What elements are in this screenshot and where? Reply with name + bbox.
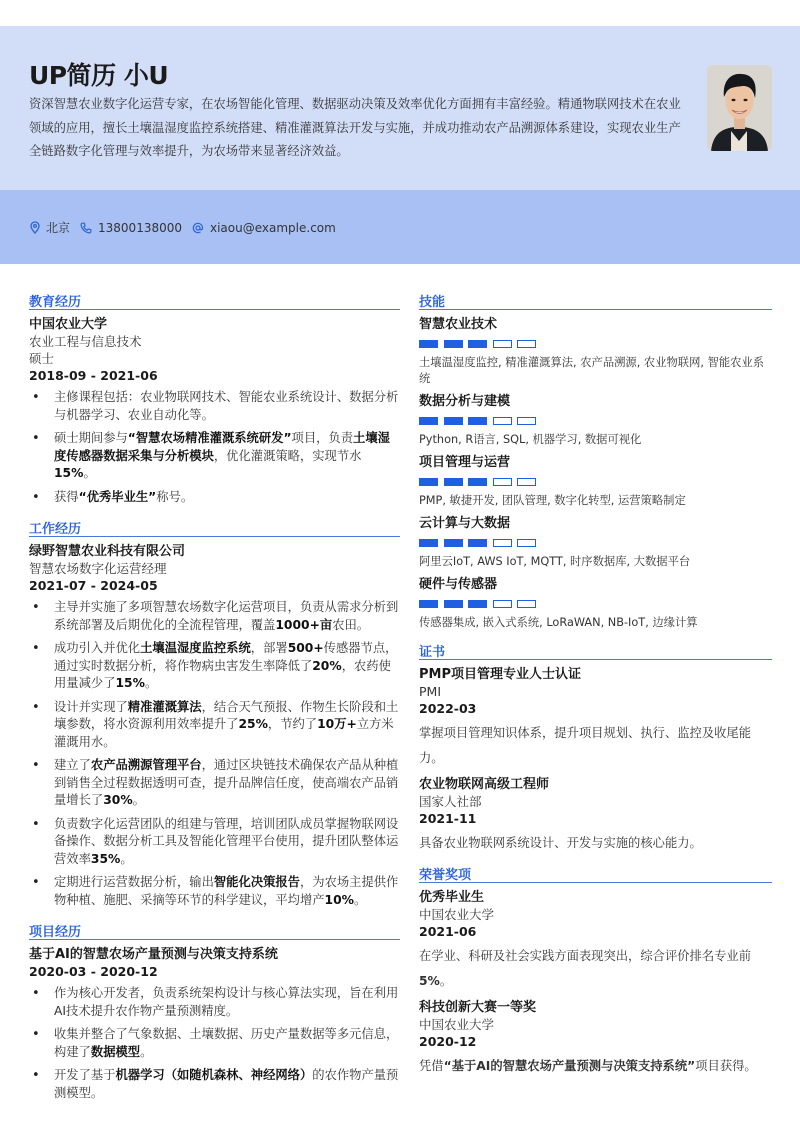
skill-tags: Python, R语言, SQL, 机器学习, 数据可视化 — [419, 433, 642, 446]
bullet-item — [29, 1067, 400, 1102]
skill-block-filled — [444, 600, 463, 608]
certificate-name: PMP项目管理专业人士认证 — [419, 667, 581, 682]
skill-block-filled — [419, 478, 438, 486]
skill-item — [419, 576, 772, 631]
body-text: 立方米灌溉用水。 — [54, 717, 394, 749]
certificate-name: 农业物联网高级工程师 — [419, 777, 550, 792]
skill-block-filled — [468, 539, 487, 547]
highlight-text: 15% — [54, 466, 84, 480]
project-date: 2020-03 - 2020-12 — [29, 964, 158, 979]
skill-name: 项目管理与运营 — [419, 455, 511, 470]
certificate-date: 2022-03 — [419, 701, 477, 716]
company-name: 绿野智慧农业科技有限公司 — [29, 544, 186, 559]
page-top-margin — [0, 0, 800, 26]
body-text: 农田。 — [332, 617, 370, 632]
bullet-item — [29, 816, 400, 869]
body-text: 定期进行运营数据分析，输出 — [54, 875, 214, 889]
skill-block-empty — [517, 417, 536, 425]
work-bullets — [29, 599, 400, 909]
body-text: ，节约了 — [267, 717, 318, 731]
highlight-text: 1000+亩 — [275, 617, 333, 632]
at-sign-icon — [192, 222, 204, 234]
body-text: 主修课程包括：农业物联网技术、智能农业系统设计、数据分析与机器学习、农业自动化等。 — [54, 390, 399, 422]
highlight-text: “智慧农场精准灌溉系统研发” — [127, 431, 292, 445]
email-text: xiaou@example.com — [210, 220, 336, 235]
bullet-item — [29, 599, 400, 634]
bullet-item — [29, 640, 400, 693]
project-bullets — [29, 985, 400, 1102]
award-entry — [419, 999, 772, 1079]
map-pin-icon — [30, 221, 40, 234]
contact-location — [30, 219, 70, 236]
body-text: ，农药使用量减少了 — [54, 658, 391, 690]
highlight-text: 20% — [312, 658, 342, 673]
certificates-section — [419, 641, 772, 856]
body-text: ，部署 — [250, 641, 288, 655]
candidate-name: UP简历 小U — [29, 61, 169, 90]
skill-block-empty — [517, 539, 536, 547]
highlight-text: 15% — [115, 676, 145, 690]
education-entry — [29, 316, 400, 506]
certificate-date: 2021-11 — [419, 811, 477, 826]
highlight-text: 10万+ — [317, 717, 357, 731]
skill-block-filled — [419, 417, 438, 425]
highlight-text: “优秀毕业生” — [78, 489, 157, 504]
body-text: ，优化灌溉策略，实现节水 — [213, 448, 362, 463]
contact-phone[interactable] — [80, 221, 182, 235]
body-text: 硕士期间参与 — [54, 431, 128, 445]
body-text: 凭借 — [419, 1059, 444, 1073]
certificate-issuer: 国家人社部 — [419, 794, 482, 809]
body-text: ，通过区块链技术确保农产品从种植到销售全过程数据透明可查，提升品牌信任度，使高端农产品销量增长了 — [54, 758, 399, 807]
bullet-item — [29, 874, 400, 909]
skill-block-filled — [444, 478, 463, 486]
resume-header — [0, 26, 800, 190]
skill-block-filled — [468, 340, 487, 348]
skill-item — [419, 393, 772, 448]
highlight-text: 农产品溯源管理平台 — [90, 758, 202, 772]
body-text: 。 — [144, 676, 158, 690]
body-text: 传感器节点，通过实时数据分析，将作物病虫害发生率降低了 — [54, 641, 398, 673]
skill-block-empty — [493, 340, 512, 348]
education-bullets — [29, 389, 400, 506]
major: 农业工程与信息技术 — [29, 334, 142, 349]
profile-summary: 资深智慧农业数字化运营专家，在农场智能化管理、数据驱动决策及效率优化方面拥有丰富经验。精通物联网技术在农业领域的应用，擅长土壤温湿度监控系统搭建、精准灌溉算法开发与实施，并成功推动农产品溯源体系建设，实现农业生产全链路数字化管理与效率提升，为农场带来显著经济效益。 — [29, 97, 681, 158]
body-text: 主导并实施了多项智慧农场数字化运营项目，负责从需求分析到系统部署及后期优化的全流程管理，覆盖 — [54, 600, 399, 632]
award-issuer: 中国农业大学 — [419, 1017, 495, 1032]
avatar-photo — [707, 65, 772, 151]
skill-block-empty — [493, 600, 512, 608]
section-title-education: 教育经历 — [29, 291, 400, 310]
award-issuer: 中国农业大学 — [419, 907, 495, 922]
body-text: 。 — [353, 892, 367, 907]
skills-section — [419, 291, 772, 631]
certificate-entry — [419, 776, 772, 856]
projects-section — [29, 921, 400, 1102]
body-text: 收集并整合了气象数据、土壤数据、历史产量数据等多元信息，构建了 — [54, 1027, 399, 1059]
skill-item — [419, 515, 772, 570]
skill-block-filled — [468, 478, 487, 486]
bullet-item — [29, 389, 400, 424]
certificate-issuer: PMI — [419, 684, 442, 699]
award-description — [419, 1054, 772, 1079]
school-name: 中国农业大学 — [29, 317, 108, 332]
skill-block-empty — [493, 539, 512, 547]
bullet-item — [29, 699, 400, 752]
body-text: 项目获得。 — [695, 1059, 757, 1073]
highlight-text: 25% — [238, 717, 268, 731]
skill-level-bar — [419, 340, 772, 348]
body-text: 成功引入并优化 — [54, 641, 141, 655]
body-text: ，结合天气预报、作物生长阶段和土壤参数，将水资源利用效率提升了 — [54, 699, 399, 731]
highlight-text: 数据模型 — [90, 1044, 141, 1059]
body-text: 设计并实现了 — [54, 699, 128, 714]
bullet-item — [29, 1026, 400, 1061]
body-text: 。 — [439, 974, 453, 988]
skill-block-filled — [444, 539, 463, 547]
skill-block-empty — [493, 417, 512, 425]
project-entry — [29, 946, 400, 1102]
highlight-text: 机器学习（如随机森林、神经网络） — [115, 1068, 313, 1082]
highlight-text: 5% — [419, 974, 440, 988]
education-section — [29, 291, 400, 506]
job-title: 智慧农场数字化运营经理 — [29, 561, 167, 576]
skill-name: 智慧农业技术 — [419, 317, 498, 332]
skill-tags: 传感器集成, 嵌入式系统, LoRaWAN, NB-IoT, 边缘计算 — [419, 616, 698, 629]
section-title-skills: 技能 — [419, 291, 772, 310]
award-name: 优秀毕业生 — [419, 890, 485, 905]
location-text: 北京 — [46, 221, 71, 235]
section-title-work: 工作经历 — [29, 518, 400, 537]
certificate-description: 具备农业物联网系统设计、开发与实施的核心能力。 — [419, 836, 702, 850]
highlight-text: “基于AI的智慧农场产量预测与决策支持系统” — [443, 1059, 696, 1073]
highlight-text: 500+ — [287, 641, 324, 655]
skill-name: 硬件与传感器 — [419, 577, 498, 592]
highlight-text: 10% — [324, 892, 354, 907]
phone-icon — [80, 222, 92, 234]
skill-block-empty — [517, 600, 536, 608]
section-title-awards: 荣誉奖项 — [419, 864, 772, 883]
highlight-text: 智能化决策报告 — [213, 875, 300, 889]
body-text: 作为核心开发者，负责系统架构设计与核心算法实现，旨在利用AI技术提升农作物产量预测精度。 — [54, 986, 399, 1018]
bullet-item — [29, 489, 400, 507]
skill-level-bar — [419, 600, 772, 608]
skill-level-bar — [419, 417, 772, 425]
award-date: 2021-06 — [419, 924, 477, 939]
body-text: 。 — [140, 1044, 153, 1059]
certificate-entry — [419, 666, 772, 771]
work-section — [29, 518, 400, 909]
skill-item — [419, 316, 772, 387]
skill-tags: PMP, 敏捷开发, 团队管理, 数字化转型, 运营策略制定 — [419, 494, 686, 507]
body-text: 负责数字化运营团队的组建与管理，培训团队成员掌握物联网设备操作、数据分析工具及智能化管理平台使用，提升团队整体运营效率 — [54, 816, 399, 866]
skill-item — [419, 454, 772, 509]
skill-name: 云计算与大数据 — [419, 516, 511, 531]
left-column — [29, 291, 400, 1114]
skill-block-empty — [517, 340, 536, 348]
highlight-text: 35% — [90, 851, 121, 866]
body-text: 在学业、科研及社会实践方面表现突出，综合评价排名专业前 — [419, 949, 752, 963]
skill-level-bar — [419, 478, 772, 486]
skill-block-empty — [517, 478, 536, 486]
skill-tags: 土壤温湿度监控, 精准灌溉算法, 农产品溯源, 农业物联网, 智能农业系统 — [419, 356, 765, 385]
award-description — [419, 944, 772, 994]
highlight-text: 精准灌溉算法 — [127, 699, 202, 714]
body-text: 称号。 — [156, 489, 194, 504]
phone-text: 13800138000 — [98, 220, 182, 235]
body-text: 获得 — [54, 489, 79, 504]
work-date: 2021-07 - 2024-05 — [29, 578, 158, 593]
skill-block-filled — [444, 417, 463, 425]
body-text: 项目，负责 — [291, 431, 354, 445]
work-entry — [29, 543, 400, 909]
skill-block-filled — [419, 539, 438, 547]
skill-tags: 阿里云IoT, AWS IoT, MQTT, 时序数据库, 大数据平台 — [419, 555, 691, 568]
skill-block-filled — [468, 417, 487, 425]
award-date: 2020-12 — [419, 1034, 477, 1049]
degree: 硕士 — [29, 351, 55, 366]
skill-block-filled — [419, 600, 438, 608]
section-title-certificates: 证书 — [419, 641, 772, 660]
body-text: ，为农场主提供作物种植、施肥、采摘等环节的科学建议，平均增产 — [54, 875, 399, 907]
award-name: 科技创新大赛一等奖 — [419, 1000, 537, 1015]
highlight-text: 土壤温湿度监控系统 — [140, 641, 251, 655]
skill-level-bar — [419, 539, 772, 547]
skill-block-filled — [419, 340, 438, 348]
contact-bar — [0, 190, 800, 264]
body-text: 建立了 — [54, 758, 91, 772]
bullet-item — [29, 430, 400, 483]
body-text: 的农作物产量预测模型。 — [54, 1068, 399, 1100]
right-column — [419, 291, 772, 1091]
awards-section — [419, 864, 772, 1079]
body-text: 。 — [120, 851, 133, 866]
body-text: 。 — [132, 793, 145, 807]
award-entry — [419, 889, 772, 994]
education-date: 2018-09 - 2021-06 — [29, 368, 158, 383]
skill-block-filled — [444, 340, 463, 348]
project-name: 基于AI的智慧农场产量预测与决策支持系统 — [29, 947, 278, 962]
portrait-image — [707, 65, 772, 151]
body-text: 开发了基于 — [54, 1068, 116, 1082]
bullet-item — [29, 757, 400, 810]
skill-block-empty — [493, 478, 512, 486]
certificate-description: 掌握项目管理知识体系，提升项目规划、执行、监控及收尾能力。 — [419, 726, 752, 765]
skill-name: 数据分析与建模 — [419, 394, 511, 409]
bullet-item — [29, 985, 400, 1020]
body-text: 。 — [83, 466, 96, 480]
skill-block-filled — [468, 600, 487, 608]
highlight-text: 土壤湿度传感器数据采集与分析模块 — [54, 431, 390, 463]
contact-email[interactable] — [192, 221, 336, 235]
highlight-text: 30% — [103, 793, 133, 807]
section-title-projects: 项目经历 — [29, 921, 400, 940]
